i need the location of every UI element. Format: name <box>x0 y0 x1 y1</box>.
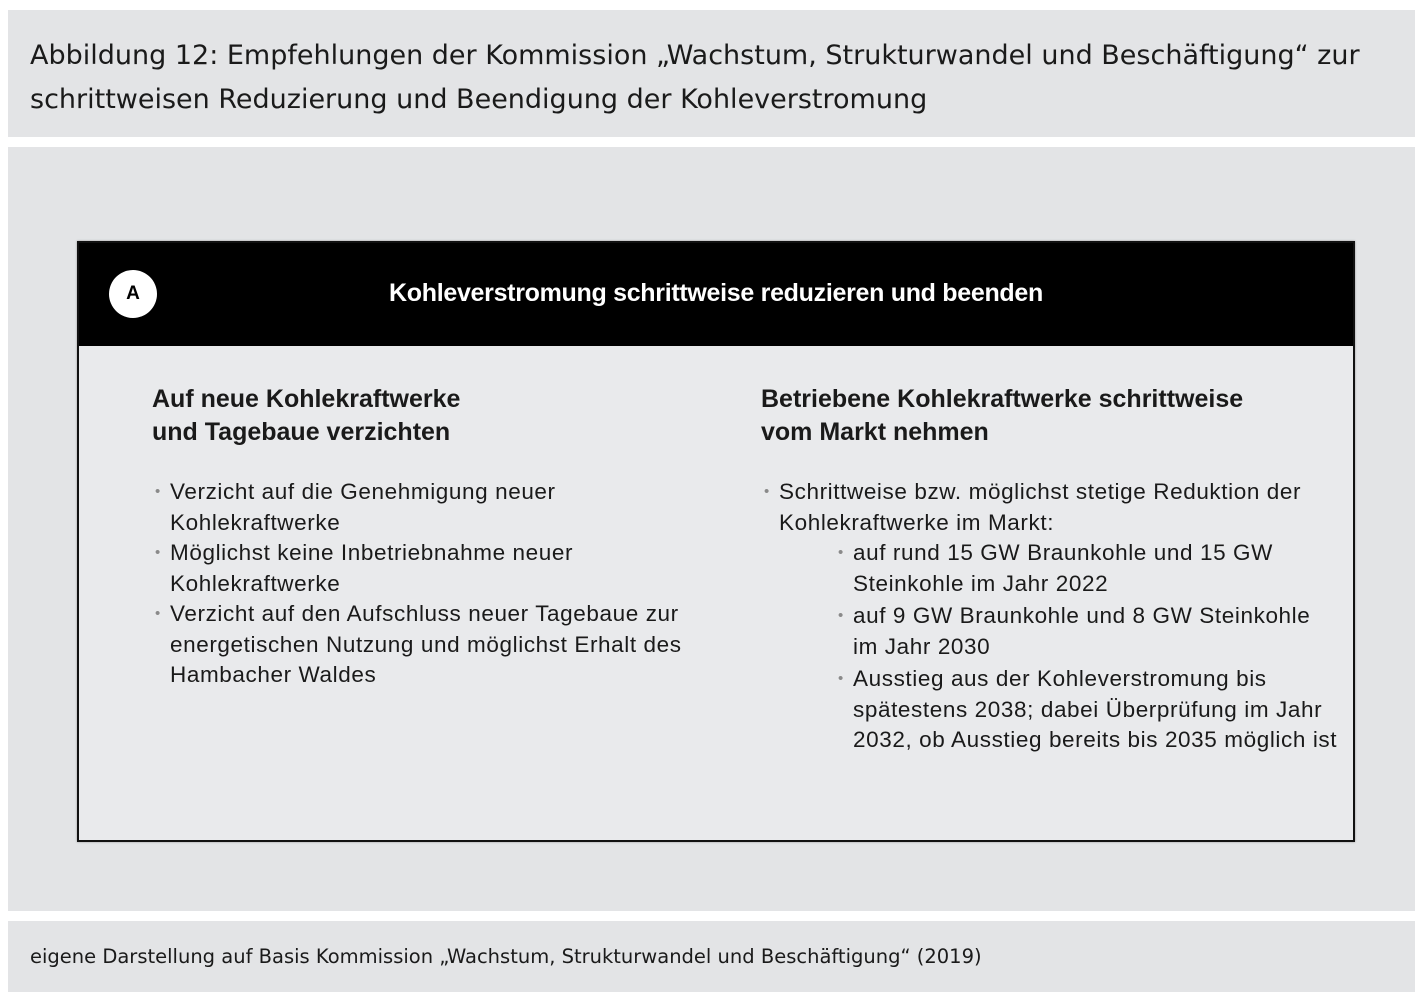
left-bullet-item <box>152 477 712 538</box>
source-note: eigene Darstellung auf Basis Kommission „Wachstum, Strukturwandel und Beschäftigung“ (2019) <box>30 945 982 968</box>
left-bullet-text: Verzicht auf den Aufschluss neuer Tagebaue zur energetischen Nutzung und möglichst Erhalt des Hambacher Waldes <box>170 601 682 687</box>
right-bullet-list <box>761 477 1341 756</box>
left-bullet-item <box>152 538 712 599</box>
sub-bullet-text: auf 9 GW Braunkohle und 8 GW Steinkohle im Jahr 2030 <box>853 603 1311 659</box>
figure-title-band <box>8 10 1415 137</box>
bullet-dot-icon: • <box>155 544 161 561</box>
source-band <box>8 921 1415 992</box>
figure-title: Abbildung 12: Empfehlungen der Kommission „Wachstum, Strukturwandel und Beschäftigung“ zur schrittweisen Reduzierung und Beendigung der Kohleverstromung <box>30 40 1360 115</box>
figure-area <box>8 147 1415 911</box>
right-sub-bullet-list <box>835 538 1341 756</box>
section-badge: A <box>109 270 157 318</box>
card-header <box>79 243 1353 346</box>
recommendation-card <box>77 241 1355 842</box>
right-bullet-text: Schrittweise bzw. möglichst stetige Reduktion der Kohlekraftwerke im Markt: <box>779 479 1302 535</box>
left-bullet-text: Möglichst keine Inbetriebnahme neuer Kohlekraftwerke <box>170 540 574 596</box>
left-heading-line2: und Tagebaue verzichten <box>152 418 451 446</box>
left-bullet-item <box>152 599 712 691</box>
sub-bullet-item <box>835 601 1341 662</box>
right-column-heading <box>761 383 1341 449</box>
card-title: Kohleverstromung schrittweise reduzieren und beenden <box>389 279 1043 307</box>
right-heading-line2: vom Markt nehmen <box>761 418 989 446</box>
sub-bullet-text: Ausstieg aus der Kohleverstromung bis spätestens 2038; dabei Überprüfung im Jahr 2032, ob Ausstieg bereits bis 2035 möglich ist <box>853 666 1338 752</box>
left-bullet-text: Verzicht auf die Genehmigung neuer Kohlekraftwerke <box>170 479 556 535</box>
bullet-dot-icon: • <box>838 544 844 561</box>
sub-bullet-item <box>835 538 1341 599</box>
right-bullet-item <box>761 477 1341 756</box>
left-bullet-list <box>152 477 712 691</box>
left-column <box>152 383 712 691</box>
left-column-heading <box>152 383 712 449</box>
left-heading-line1: Auf neue Kohlekraftwerke <box>152 385 461 413</box>
bullet-dot-icon: • <box>838 607 844 624</box>
bullet-dot-icon: • <box>764 483 770 500</box>
right-heading-line1: Betriebene Kohlekraftwerke schrittweise <box>761 385 1244 413</box>
sub-bullet-text: auf rund 15 GW Braunkohle und 15 GW Steinkohle im Jahr 2022 <box>853 540 1273 596</box>
bullet-dot-icon: • <box>155 483 161 500</box>
bullet-dot-icon: • <box>155 605 161 622</box>
right-column <box>761 383 1341 756</box>
sub-bullet-item <box>835 664 1341 756</box>
bullet-dot-icon: • <box>838 670 844 687</box>
